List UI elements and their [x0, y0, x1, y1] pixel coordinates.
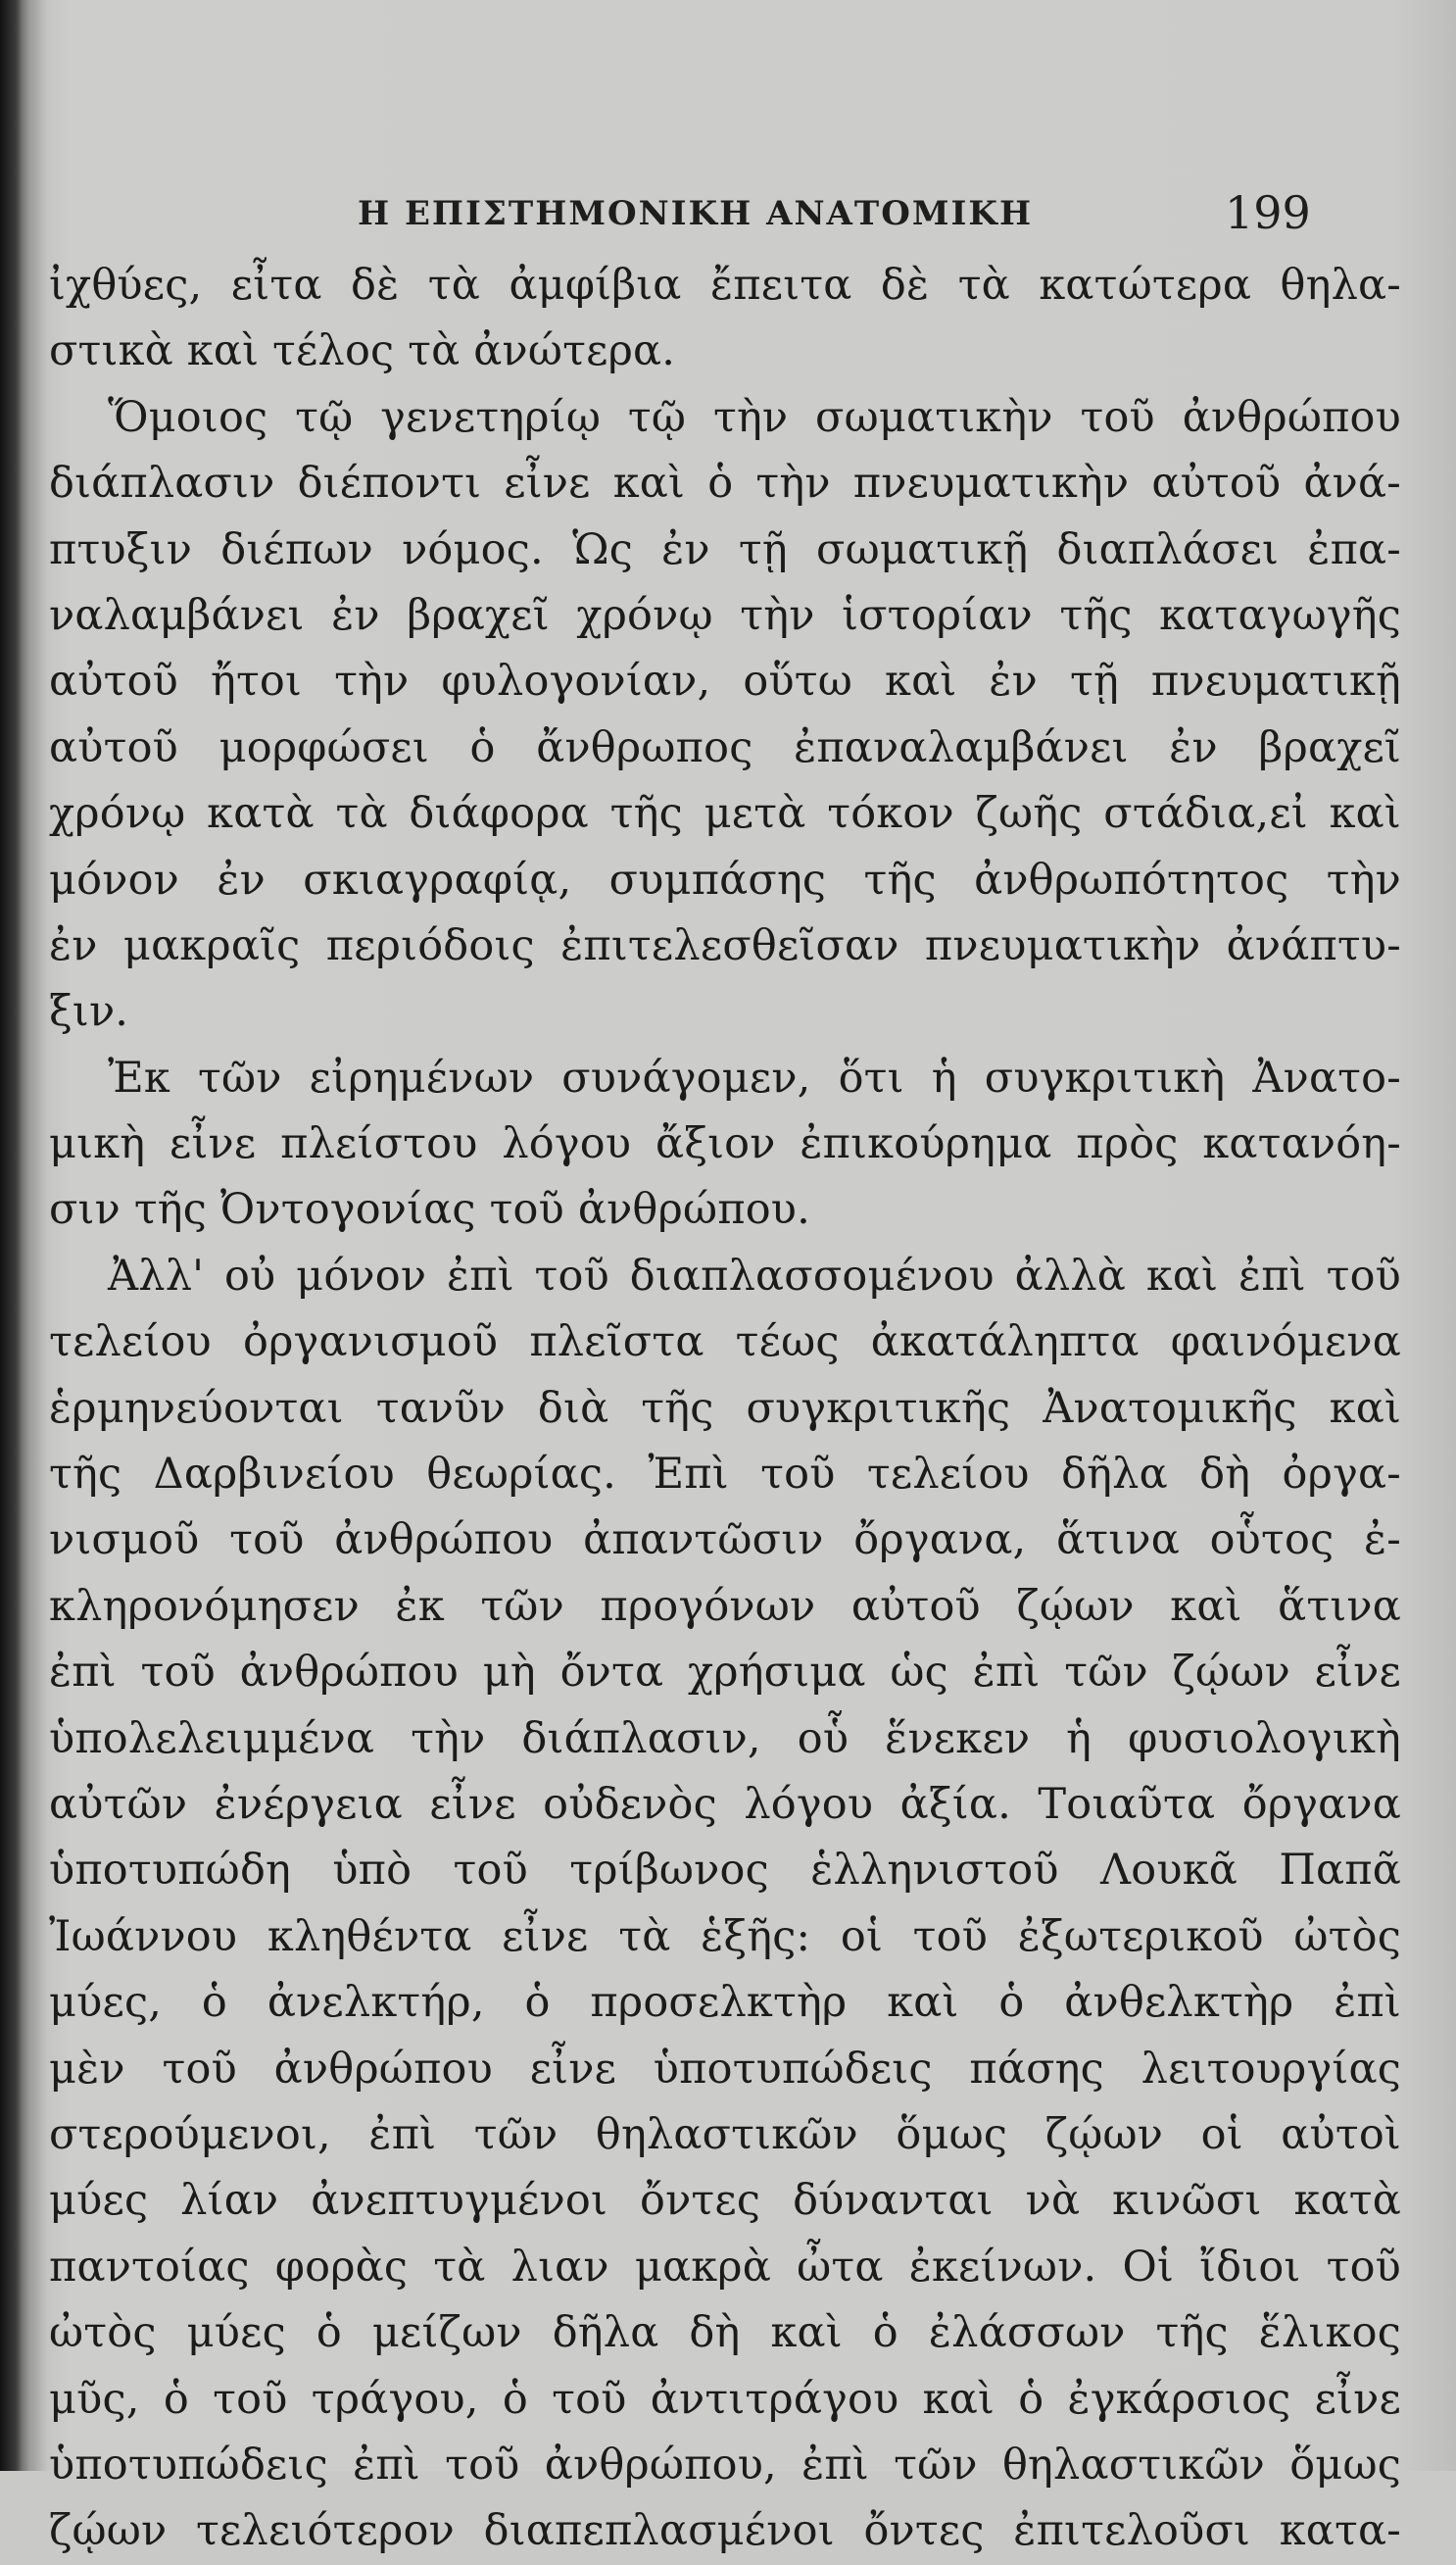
- text-line: νισμοῦ τοῦ ἀνθρώπου ἀπαντῶσιν ὄργανα, ἅτινα οὗτος ἐ-: [49, 1515, 1401, 1565]
- text-line: Ἀλλ' οὐ μόνον ἐπὶ τοῦ διαπλασσομένου ἀλλὰ καὶ ἐπὶ τοῦ: [108, 1251, 1401, 1301]
- page-number: 199: [1225, 186, 1311, 239]
- text-line: ζῴων τελειότερον διαπεπλασμένοι ὄντες ἐπιτελοῦσι κατα-: [49, 2506, 1401, 2556]
- text-line: ἰχθύες, εἶτα δὲ τὰ ἀμφίβια ἔπειτα δὲ τὰ κατώτερα θηλα-: [49, 261, 1401, 310]
- text-line: αὐτοῦ ἤτοι τὴν φυλογονίαν, οὕτω καὶ ἐν τῇ πνευματικῇ: [49, 657, 1401, 707]
- text-line: ἑρμηνεύονται τανῦν διὰ τῆς συγκριτικῆς Ἀνατομικῆς καὶ: [49, 1383, 1401, 1433]
- text-line: μόνον ἐν σκιαγραφίᾳ, συμπάσης τῆς ἀνθρωπότητος τὴν: [49, 855, 1401, 905]
- text-line: μὲν τοῦ ἀνθρώπου εἶνε ὑποτυπώδεις πάσης λειτουργίας: [49, 2044, 1401, 2094]
- text-line: ξιν.: [49, 987, 129, 1037]
- text-line: ὑπολελειμμένα τὴν διάπλασιν, οὗ ἕνεκεν ἡ φυσιολογικὴ: [49, 1713, 1401, 1763]
- text-line: πτυξιν διέπων νόμος. Ὡς ἐν τῇ σωματικῇ διαπλάσει ἐπα-: [49, 524, 1401, 574]
- text-line: χρόνῳ κατὰ τὰ διάφορα τῆς μετὰ τόκον ζωῆς στάδια,εἰ καὶ: [49, 789, 1401, 839]
- text-line: μῦς, ὁ τοῦ τράγου, ὁ τοῦ ἀντιτράγου καὶ ὁ ἐγκάρσιος εἶνε: [49, 2374, 1401, 2424]
- text-line: στικὰ καὶ τέλος τὰ ἀνώτερα.: [49, 326, 676, 376]
- text-line: παντοίας φορὰς τὰ λιαν μακρὰ ὦτα ἐκείνων. Οἱ ἴδιοι τοῦ: [49, 2242, 1401, 2292]
- text-line: ἐν μακραῖς περιόδοις ἐπιτελεσθεῖσαν πνευματικὴν ἀνάπτυ-: [49, 920, 1401, 970]
- text-line: αὐτοῦ μορφώσει ὁ ἄνθρωπος ἐπαναλαμβάνει ἐν βραχεῖ: [49, 722, 1401, 772]
- binding-shadow: [0, 0, 22, 2471]
- text-line: μύες λίαν ἀνεπτυγμένοι ὄντες δύνανται νὰ κινῶσι κατὰ: [49, 2176, 1401, 2226]
- running-title: Η ΕΠΙΣΤΗΜΟΝΙΚΗ ΑΝΑΤΟΜΙΚΗ: [358, 194, 1034, 233]
- text-line: Ἰωάννου κληθέντα εἶνε τὰ ἑξῆς: οἱ τοῦ ἐξωτερικοῦ ὠτὸς: [49, 1911, 1401, 1961]
- text-line: αὐτῶν ἐνέργεια εἶνε οὐδενὸς λόγου ἀξία. Τοιαῦτα ὄργανα: [49, 1779, 1401, 1829]
- text-line: ἐπὶ τοῦ ἀνθρώπου μὴ ὄντα χρήσιμα ὡς ἐπὶ τῶν ζῴων εἶνε: [49, 1648, 1401, 1698]
- text-line: Ἐκ τῶν εἰρημένων συνάγομεν, ὅτι ἡ συγκριτικὴ Ἀνατο-: [108, 1053, 1401, 1103]
- text-line: σιν τῆς Ὀντογονίας τοῦ ἀνθρώπου.: [49, 1185, 811, 1235]
- text-line: ὑποτυπώδεις ἐπὶ τοῦ ἀνθρώπου, ἐπὶ τῶν θηλαστικῶν ὅμως: [49, 2440, 1401, 2490]
- text-line: διάπλασιν διέποντι εἶνε καὶ ὁ τὴν πνευματικὴν αὐτοῦ ἀνά-: [49, 459, 1401, 509]
- text-line: μικὴ εἶνε πλείστου λόγου ἄξιον ἐπικούρημα πρὸς κατανόη-: [49, 1119, 1401, 1169]
- text-line: ὑποτυπώδη ὑπὸ τοῦ τρίβωνος ἑλληνιστοῦ Λουκᾶ Παπᾶ: [49, 1846, 1401, 1896]
- text-line: κληρονόμησεν ἐκ τῶν προγόνων αὐτοῦ ζῴων καὶ ἅτινα: [49, 1581, 1401, 1631]
- text-line: Ὅμοιος τῷ γενετηρίῳ τῷ τὴν σωματικὴν τοῦ ἀνθρώπου: [108, 392, 1401, 442]
- text-line: τῆς Δαρβινείου θεωρίας. Ἐπὶ τοῦ τελείου δῆλα δὴ ὀργα-: [49, 1450, 1401, 1500]
- text-line: τελείου ὀργανισμοῦ πλεῖστα τέως ἀκατάληπτα φαινόμενα: [49, 1317, 1401, 1367]
- page-header: [0, 186, 1456, 245]
- text-line: ὠτὸς μύες ὁ μείζων δῆλα δὴ καὶ ὁ ἐλάσσων τῆς ἕλικος: [49, 2308, 1401, 2358]
- text-line: ναλαμβάνει ἐν βραχεῖ χρόνῳ τὴν ἱστορίαν τῆς καταγωγῆς: [49, 590, 1401, 640]
- text-line: στερούμενοι, ἐπὶ τῶν θηλαστικῶν ὅμως ζῴων οἱ αὐτοὶ: [49, 2109, 1401, 2159]
- text-line: μύες, ὁ ἀνελκτήρ, ὁ προσελκτὴρ καὶ ὁ ἀνθελκτὴρ ἐπὶ: [49, 1978, 1401, 2028]
- body-text: [49, 253, 1401, 2565]
